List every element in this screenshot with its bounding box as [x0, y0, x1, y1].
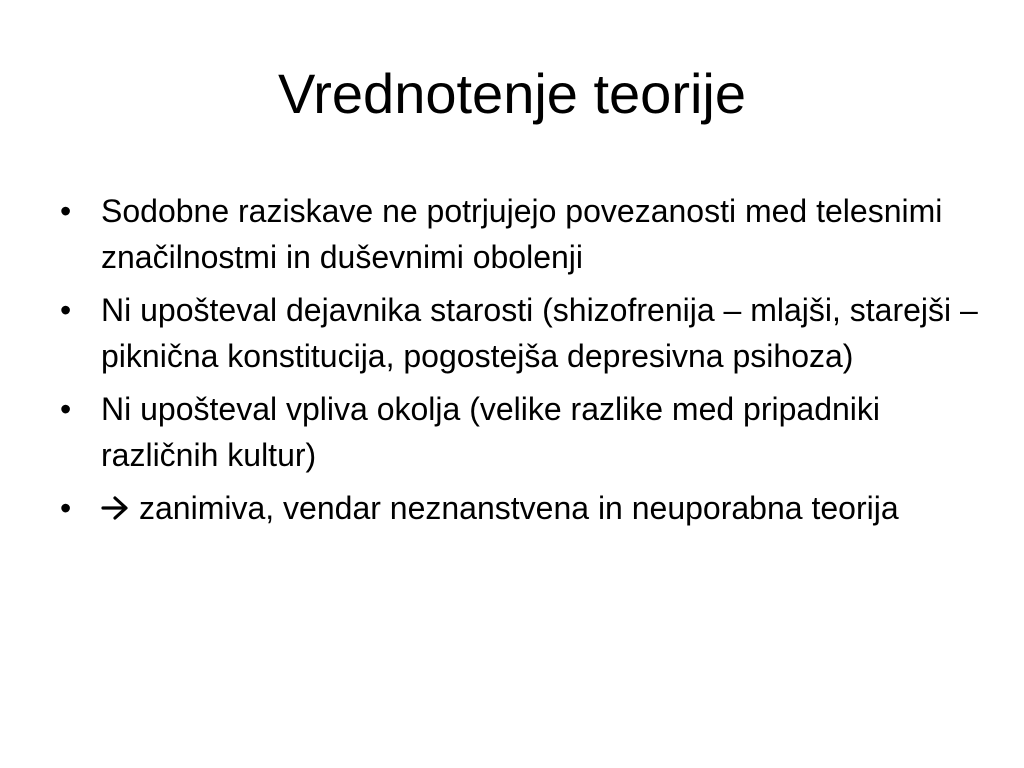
slide-title: Vrednotenje teorije	[277, 62, 746, 125]
bullet-marker: •	[60, 193, 72, 229]
arrow-right-icon	[101, 495, 129, 521]
bullet-item-4	[60, 485, 980, 531]
bullet-text-2: Ni upošteval dejavnika starosti (shizofrenija – mlajši, starejši – piknična konstitucija, pogostejša depresivna psihoza)	[101, 292, 978, 374]
bullet-list	[60, 188, 980, 538]
bullet-item-1	[60, 188, 980, 280]
bullet-item-2	[60, 287, 980, 379]
bullet-marker: •	[60, 490, 72, 526]
bullet-marker: •	[60, 391, 72, 427]
bullet-marker: •	[60, 292, 72, 328]
bullet-item-3	[60, 386, 980, 478]
bullet-text-1: Sodobne raziskave ne potrjujejo povezanosti med telesnimi značilnostmi in duševnimi obolenji	[101, 193, 943, 275]
bullet-text-4: zanimiva, vendar neznanstvena in neuporabna teorija	[139, 490, 899, 526]
bullet-text-3: Ni upošteval vpliva okolja (velike razlike med pripadniki različnih kultur)	[101, 391, 881, 473]
